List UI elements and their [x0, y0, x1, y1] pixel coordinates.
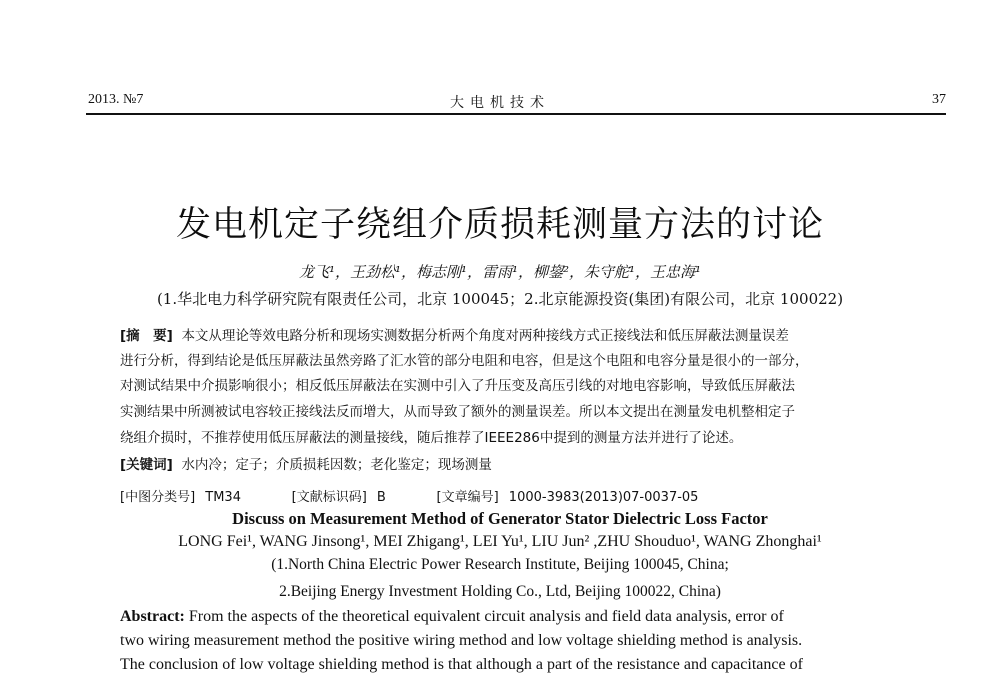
header-rule: [86, 113, 946, 115]
abstract-cn-line: 实测结果中所测被试电容较正接线法反而增大，从而导致了额外的测量误差。所以本文提出在测量发电机整相定子: [120, 404, 795, 420]
clc-number: [中图分类号] TM34: [120, 490, 241, 505]
abstract-cn-line: 绕组介损时，不推荐使用低压屏蔽法的测量接线，随后推荐了IEEE286中提到的测量方法并进行了论述。: [120, 430, 743, 446]
affiliation-cn: (1.华北电力科学研究院有限责任公司，北京 100045；2.北京能源投资(集团)有限公司，北京 100022): [156, 290, 844, 308]
abstract-cn-line: 进行分析，得到结论是低压屏蔽法虽然旁路了汇水管的部分电阻和电容，但是这个电阻和电容分量是很小的一部分，: [120, 353, 809, 369]
abstract-en-line: The conclusion of low voltage shielding method is that although a part of the resistance and capacitance of: [120, 656, 803, 673]
document-code: [文献标识码] B: [291, 490, 386, 505]
keywords-label: [关键词]: [120, 457, 173, 473]
article-number: [文章编号] 1000-3983(2013)07-0037-05: [436, 490, 699, 505]
abstract-en-line: two wiring measurement method the positive wiring method and low voltage shielding method is analysis.: [120, 632, 803, 649]
journal-issue: 2013. №7: [88, 92, 144, 107]
journal-name: 大电机技术: [450, 95, 550, 111]
author-list-cn: 龙飞¹，王劲松¹，梅志刚¹，雷雨¹，柳鋆²，朱守舵¹，王忠海¹: [298, 263, 702, 281]
abstract-en-line: [120, 608, 784, 626]
affiliation-en-line: (1.North China Electric Power Research Institute, Beijing 100045, China;: [271, 556, 729, 573]
keywords-text: 水内冷；定子；介质损耗因数；老化鉴定；现场测量: [181, 457, 492, 473]
abstract-en-text: From the aspects of the theoretical equivalent circuit analysis and field data analysis, error of: [188, 608, 784, 625]
paper-title: 发电机定子绕组介质损耗测量方法的讨论: [175, 205, 824, 245]
affiliation-en-line: 2.Beijing Energy Investment Holding Co., Ltd, Beijing 100022, China): [279, 583, 721, 600]
page-number: 37: [932, 92, 946, 107]
abstract-cn-line: 对测试结果中介损影响很小；相反低压屏蔽法在实测中引入了升压变及高压引线的对地电容影响，导致低压屏蔽法: [120, 378, 795, 394]
abstract-cn-label: [摘 要]: [120, 328, 173, 344]
abstract-cn-text: 本文从理论等效电路分析和现场实测数据分析两个角度对两种接线方式正接线法和低压屏蔽法测量误差: [181, 328, 789, 344]
abstract-cn-line: [120, 324, 789, 344]
paper-title-en: Discuss on Measurement Method of Generator Stator Dielectric Loss Factor: [232, 509, 768, 528]
keywords-cn: [120, 453, 492, 473]
author-list-en: LONG Fei¹, WANG Jinsong¹, MEI Zhigang¹, LEI Yu¹, LIU Jun² ,ZHU Shouduo¹, WANG Zhonghai¹: [178, 533, 822, 550]
article-meta: [120, 486, 698, 505]
abstract-en-label: Abstract:: [120, 608, 185, 625]
